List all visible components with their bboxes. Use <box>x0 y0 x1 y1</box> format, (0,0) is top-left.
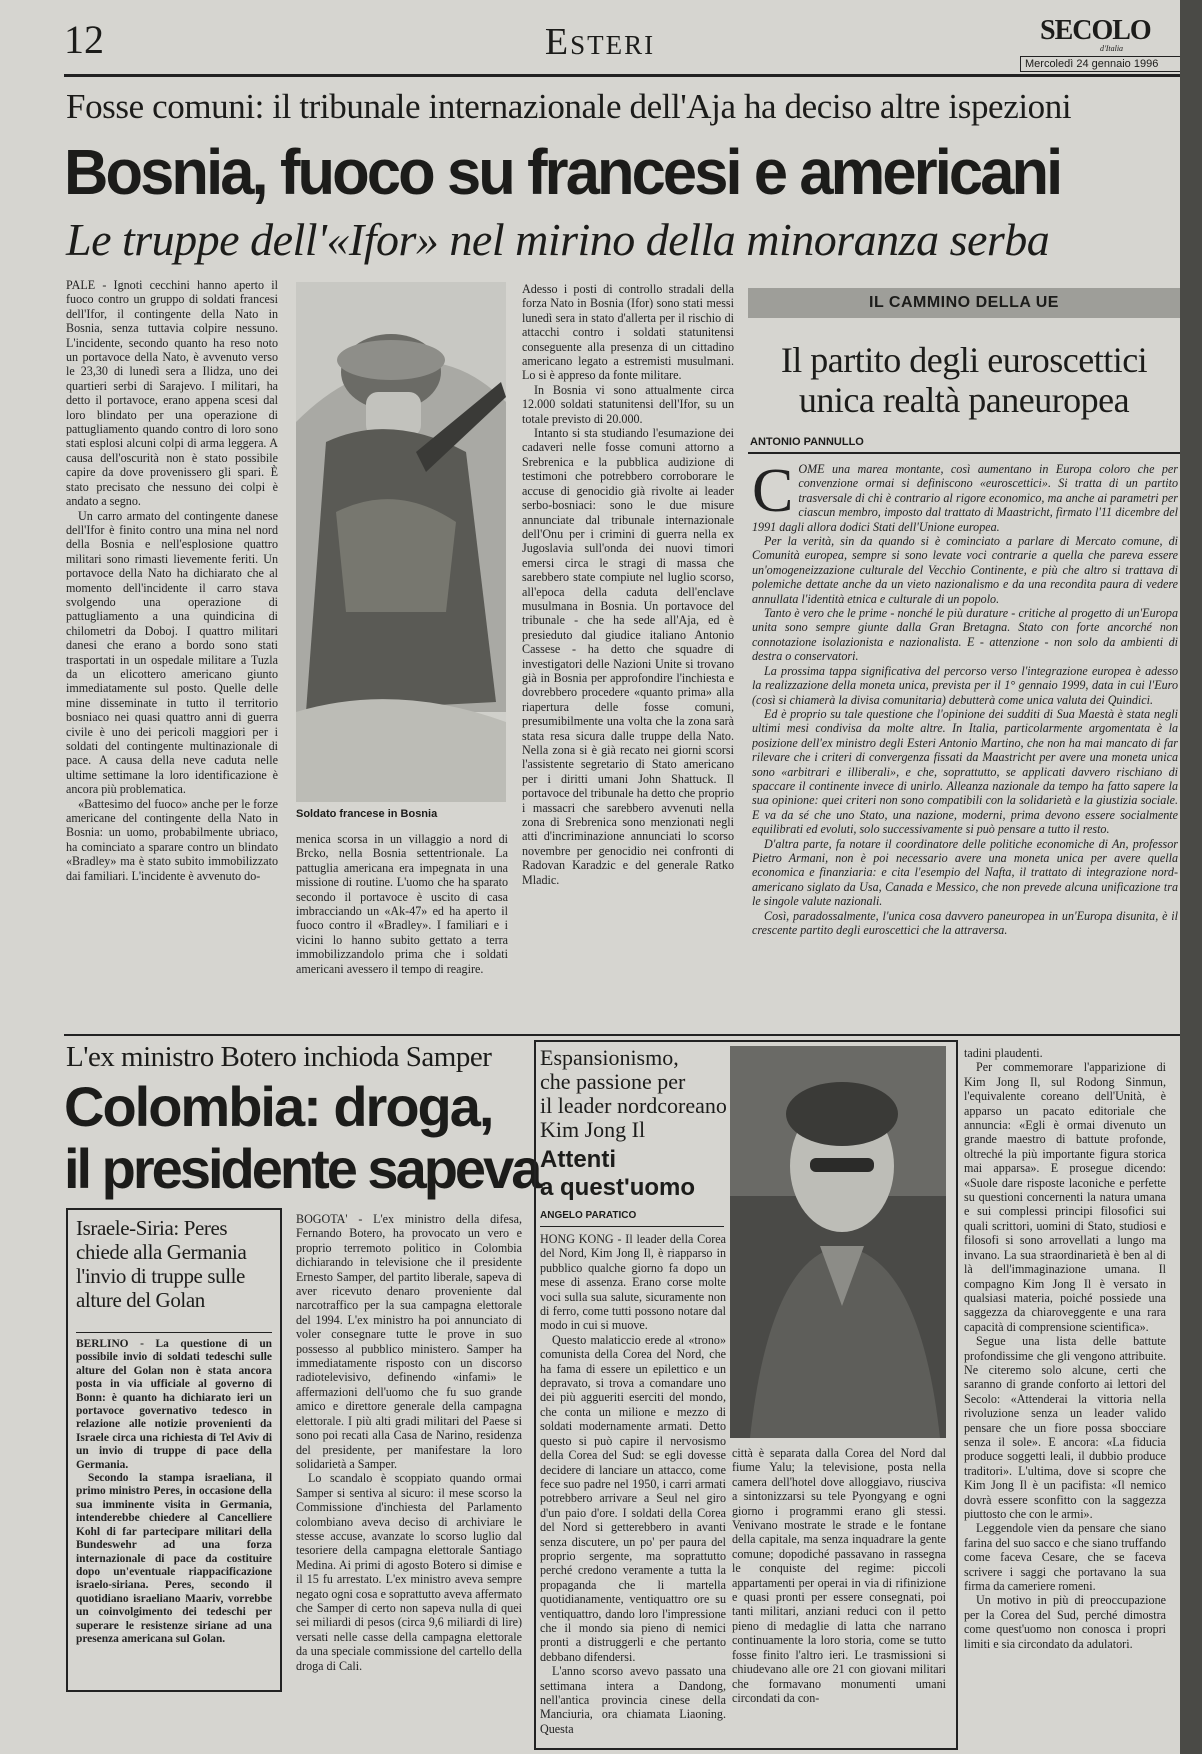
kim-article-col1 <box>540 1232 726 1742</box>
kim-col1-p2: Questo malaticcio erede al «trono» comunista della Corea del Nord, che ha fama di essere un epilettico e un depravato, si trova a comandare uno dei più aggueriti eserciti del mondo, che conta un milione e mezzo di soldati modernamente armati. Detto questo si può capire il nervosismo della Corea del Sud: se egli dovesse decidere di lanciare un attacco, come fece suo padre nel 1950, i carri armati potrebbero arrivare a Seul nel giro d'un paio d'ore. I soldati della Corea del Nord si getterebbero in avanti senza discutere, un po' per paura del proprio sergente, ma soprattutto perché credono veramente a tutta la propaganda che li martella quotidianamente, ventiquattro ore su ventiquattro, dando loro l'impressione che il mondo sia pieno di nemici pronti a distruggerli e che pertanto debbano difendersi. <box>540 1332 726 1664</box>
israele-article <box>76 1338 272 1682</box>
issue-date: Mercoledì 24 gennaio 1996 <box>1020 56 1180 72</box>
colombia-headline-1: Colombia: droga, <box>64 1075 493 1138</box>
lead-col3-p1: Adesso i posti di controllo stradali della forza Nato in Bosnia (Ifor) sono stati messi lunedì sera in stato d'allerta per il rischio di attacchi contro i soldati statunitensi conseguente alla presenza di un cittadino americano legato a estremisti musulmani. Lo si è appreso da fonte militare. <box>522 282 734 383</box>
kim-kicker-1: Espansionismo, <box>540 1045 679 1070</box>
kim-article-col3 <box>964 1046 1166 1746</box>
middle-rule <box>64 1034 1180 1036</box>
colombia-headline-2: il presidente sapeva <box>64 1137 540 1200</box>
ue-p1-text: OME una marea montante, così aumentano in Europa coloro che per convenzione ormai si definiscono «euroscettici». Si tratta di un partito trasversale di chi è contrario al rigore economico, ma anche ai parametri per ciascun membro, imposto dal trattato di Maastricht, firmato l'11 dicembre del 1991 dagli allora dodici Stati dell'Unione europea. <box>752 462 1178 534</box>
french-soldier-photo <box>296 282 506 802</box>
colombia-p2: Lo scandalo è scoppiato quando ormai Samper si sentiva al sicuro: il mese scorso la Commissione d'inchiesta del Parlamento colombiano aveva deciso di archiviare le stesse accuse, avanzate lo scorso luglio dal tesoriere della campagna elettorale Santiago Medina. Ai primi di agosto Botero si dimise e il 15 fu arrestato. L'ex ministro aveva sempre negato ogni cosa e soprattutto aveva affermato che Samper di certo non sapeva nulla di quei sei miliardi di pesos (circa 9,6 miliardi di lire) versati nelle casse della campagna elettorale da una speciale commissione del cartello della droga di Cali. <box>296 1471 522 1673</box>
kim-article-col2 <box>732 1446 946 1742</box>
kim-col2-p1: città è separata dalla Corea del Nord dal fiume Yalu; la televisione, posta nella camera dell'hotel dove alloggiavo, riusciva a sintonizzarsi su tele Pyongyang e ogni giorno i programmi erano gli stessi. Venivano mostrate le strade e le fontane della capitale, ma senza inquadrare la gente comune; dopodiché passavano in rassegna le conquiste del regime: piccoli appartamenti per operai in via di rifinizione e quasi pronti per essere consegnati, poi tanti militari, anziani reduci con il petto pieno di medaglie di latta che narrano continuamente la loro storia, come se tutto fosse finito l'altro ieri. Le trasmissioni si chiudevano alle ore 21 con giovani militari che formavano monumenti umani circondati da con- <box>732 1446 946 1705</box>
ue-byline: ANTONIO PANNULLO <box>750 436 864 448</box>
kim-headline-2: a quest'uomo <box>540 1174 696 1201</box>
masthead-rule <box>64 74 1180 77</box>
kim-kicker-3: il leader nordcoreano <box>540 1093 727 1118</box>
kim-kicker-2: che passione per <box>540 1069 686 1094</box>
photo-caption-soldier: Soldato francese in Bosnia <box>296 808 438 820</box>
colombia-kicker: L'ex ministro Botero inchioda Samper <box>66 1041 492 1073</box>
ue-byline-rule <box>748 452 1180 454</box>
israele-p1: BERLINO - La questione di un possibile invio di soldati tedeschi sulle alture del Golan non è stata ancora posta in via ufficiale al governo di Bonn: è quanto ha dichiarato ieri un portavoce governativo tedesco in relazione alle notizie provenienti da Israele circa una richiesta di Tel Aviv di un invio di truppe di pace della Germania. <box>76 1338 272 1471</box>
kim-col3-p5: Un motivo in più di preoccupazione per la Corea del Sud, perché dimostra come quest'uomo non conosca i propri limiti e sia circondato da adulatori. <box>964 1593 1166 1651</box>
kim-kicker-4: Kim Jong Il <box>540 1117 646 1142</box>
lead-article-col3 <box>522 282 734 1028</box>
newspaper-logo: SECOLO <box>1040 15 1151 46</box>
lead-subhead: Le truppe dell'«Ifor» nel mirino della minoranza serba <box>66 214 1050 265</box>
israele-p2: Secondo la stampa israeliana, il primo ministro Peres, in occasione della sua imminente visita in Germania, intenderebbe chiedere al Cancelliere Kohl di far partecipare militari della Bundeswehr ad una forza internazionale di pace da costituire dopo un'eventuale riappacificazione israelo-siriana. Peres, secondo il quotidiano israeliano Maariv, vorrebbe un coinvolgimento dei tedeschi per superare le resistenze siriane ad una presenza americana sul Golan. <box>76 1472 272 1645</box>
ue-p4: La prossima tappa significativa del percorso verso l'integrazione europea è adesso la realizzazione della moneta unica, prevista per il 1° gennaio 1999, data in cui l'Euro (così si chiamerà la divisa comunitaria) debutterà come unica valuta dei Quindici. <box>752 663 1178 707</box>
ue-p5: Ed è proprio su tale questione che l'opinione dei sudditi di Sua Maestà è stata negli ultimi mesi condivisa da molte altre. In Italia, particolarmente argomentata è la posizione dell'ex ministro degli Esteri Antonio Martino, che non ha mai mancato di far rilevare che i criteri di convergenza fissati da Maastricht per avere una moneta unica sono «arbitrari e illiberali», e che, soprattutto, se applicati davvero rischiano di spaccare il continente invece di unirlo. Alleanza nazionale da tempo ha fatto sapere la sua opinione: quei criteri non sono compatibili con la solidarietà e la giustizia sociale. E va da sé che uno Stato, una nazione, moderni, prima devono essere socialmente equilibrati ed evoluti, solo successivamente si può pensare a tutto il resto. <box>752 706 1178 837</box>
lead-article-col2 <box>296 832 508 1028</box>
kim-col3-p2: Per commemorare l'apparizione di Kim Jong Il, sul Rodong Sinmun, l'equivalente coreano dell'Unità, è apparso un pacato editoriale che annuncia: «Egli è ormai divenuto un grande maestro di battute profonde, oltreché la più importante figura storica mai apparsa». E prosegue dicendo: «Suole dare risposte laconiche e perfette su questioni concernenti la natura umana e sui complessi principi filosofici sui quali scrittori, uomini di Stato, studiosi e filosofi si sono arrovellati a lungo ma invano. La sua straordinarietà è ben al di là dell'immaginazione umana. Il compagno Kim Jong Il è versato in qualsiasi materia, poiché possiede una saggezza da chiaroveggente e una rara capacità di comprensione scientifica». <box>964 1060 1166 1334</box>
israele-headline: Israele-Siria: Peres chiede alla Germania l'invio di truppe sulle alture del Golan <box>76 1216 247 1312</box>
kim-col3-p1: tadini plaudenti. <box>964 1046 1043 1060</box>
kim-col1-p3: L'anno scorso avevo passato una settimana intera a Dandong, nell'antica provincia cinese della Manciuria, ora chiamata Liaoning. Questa <box>540 1664 726 1736</box>
ue-p3: Tanto è vero che le prime - nonché le più durature - critiche al progetto di un'Europa unita sono sempre giunte dalla Gran Bretagna. Stato con forte ancorché non connotazione isolazionista e nazionalista. E - attenzione - non solo da ambienti di destra o conservatori. <box>752 606 1178 664</box>
kim-byline: ANGELO PARATICO <box>540 1210 637 1221</box>
ue-p2: Per la verità, sin da quando si è cominciato a parlare di Mercato comune, di Comunità europea, sempre si sono levate voci contrarie a quella che pareva essere un'omogeneizzazione culturale del Vecchio Continente, e più che altro si trattava di polemiche dettate anche da un vieto nazionalismo e da una recondita paura di vedere annullata l'identità etnica e culturale di un popolo. <box>752 534 1178 606</box>
kim-byline-rule <box>540 1226 724 1227</box>
colombia-article <box>296 1212 522 1748</box>
kim-col3-p4: Leggendole vien da pensare che siano farina del suo sacco e che siano truffando come faceva Cesare, che se faceva scrivere i saggi che portavano la sua firma da cameriere romeni. <box>964 1521 1166 1594</box>
lead-kicker: Fosse comuni: il tribunale internazionale dell'Aja ha deciso altre ispezioni <box>66 87 1072 126</box>
israele-rule <box>76 1332 272 1333</box>
ue-dropcap: C <box>752 462 794 525</box>
ue-headline-1: Il partito degli euroscettici <box>780 340 1148 380</box>
colombia-p1: BOGOTA' - L'ex ministro della difesa, Fernando Botero, ha provocato un vero e proprio terremoto politico in Colombia dichiarando in televisione che il presidente Ernesto Samper, del partito liberale, sapeva di aver ricevuto denaro proveniente dal narcotraffico per la sua campagna elettorale del 1994. L'ex ministro ha poi annunciato di voler consegnare tutte le prove in suo possesso al pubblico ministero. Samper ha immediatamente risposto con un discorso radiotelevisivo, definendo «infami» le affermazioni dell'uomo che fu suo grande amico e direttore generale della campagna elettorale. I più alti gradi militari del Paese si sono poi recati alla Casa de Narino, residenza del presidente, per manifestare la loro solidarietà a Samper. <box>296 1212 522 1471</box>
lead-col1-p1: PALE - Ignoti cecchini hanno aperto il fuoco contro un gruppo di soldati francesi dell'Ifor, il contingente della Nato in Bosnia, senza tuttavia colpire nessuno. L'incidente, secondo quanto ha reso noto un portavoce della Nato, è avvenuto verso le 23,30 di lunedì sera a Ilidza, uno dei quartieri serbi di Sarajevo. I militari, ha detto il portavoce, erano appena scesi dal loro blindato per una operazione di pattugliamento quando contro di loro sono stati esplosi alcuni colpi di arma leggera. A causa dell'oscurità non è stato possibile capire da dove provenissero gli spari. È stato precisato che nessuno dei colpi è andato a segno. <box>66 278 278 509</box>
section-title: Esteri <box>544 21 656 63</box>
lead-col1-p2: Un carro armato del contingente danese dell'Ifor è finito contro una mina nel nord della Bosnia e nell'esplosione quattro militari sono rimasti lievemente feriti. Un portavoce della Nato ha dichiarato che al momento dell'incidente il carro stava svolgendo una operazione di pattugliamento a una quindicina di chilometri da Doboj. I quattro militari danesi che erano a bordo sono stati trasportati in un ospedale militare a Tuzla da un elicottero americano giunto immediatamente sul posto. Quelle delle mine disseminate in tutto il territorio bosniaco nei quasi quattro anni di guerra civile è uno dei pericoli maggiori per i soldati del contingente multinazionale di pace. A causa della neve caduta nelle ultime settimane la loro identificazione è ancora più problematica. <box>66 508 278 797</box>
kim-jong-il-photo <box>730 1046 946 1438</box>
lead-headline: Bosnia, fuoco su francesi e americani <box>64 136 1061 208</box>
ue-p7: Così, paradossalmente, l'unica cosa davvero paneuropea in un'Europa disunita, è il crescente partito degli euroscettici che la attraversa. <box>752 908 1178 937</box>
ue-headline-2: unica realtà paneuropea <box>798 380 1130 420</box>
kim-col3-p3: Segue una lista delle battute profondissime che gli vengono attribuite. Ne citeremo solo alcune, certi che saranno di grande conforto ai lettori del Secolo: «Attenderai la vittoria nella rivoluzione senza un leader valido pensare che un fiore possa sbocciare senza il sole». E ancora: «La fiducia produce soggetti leali, il dubbio produce traditori». L'ultima, dove si scopre che Kim Jong Il è un pacifista: «Il nemico dovrà essere sconfitto con la saggezza piuttosto che con le armi». <box>964 1334 1166 1521</box>
ue-p6: D'altra parte, fa notare il coordinatore delle politiche economiche di An, professor Pietro Armani, non è poi necessario avere una moneta unica per avere quella economica e finanziaria: e cita l'esempio del Nafta, il trattato di integrazione nord-americano siglato da Usa, Canada e Messico, che non prevede alcuna unificazione tra le singole valute nazionali. <box>752 836 1178 909</box>
ue-article <box>752 462 1178 1022</box>
page-number: 12 <box>64 17 104 62</box>
lead-col3-p3: Intanto si sta studiando l'esumazione dei cadaveri nelle fosse comuni attorno a Srebrenica e la pubblica audizione di testimoni che potrebbero corroborare le accuse di genocidio già rivolte ai leader serbo-bosniaci: sono le due misure annunciate dal tribunale internazionale dell'Onu per i crimini di guerra nella ex Jugoslavia sull'onda dei nuovi timori emersi circa le stragi di massa che sarebbero state compiute nel luglio scorso, all'epoca della caduta dell'enclave musulmana in Bosnia. Un portavoce del tribunale - che ha sede all'Aja, ed è presieduto dal giudice italiano Antonio Cassese - ha detto che squadre di investigatori delle Nazioni Unite si trovano già in Bosnia per approfondire l'inchiesta e dovrebbero procedere «quanto prima» alla riapertura delle fosse comuni, presumibilmente una volta che la zona sarà stata resa sicura dalle truppe della Nato. Nella zona si è già recato nei giorni scorsi l'assistente segretario di Stato americano per i diritti umani John Shattuck. Il portavoce del tribunale ha detto che proprio i massacri che sarebbero avvenuti nella zona di Srebrenica sono menzionati negli atti d'incriminazione annunciati lo scorso novembre per genocidio nei confronti di Radovan Karadzic e del generale Ratko Mladic. <box>522 426 734 887</box>
kim-headline-1: Attenti <box>540 1146 616 1173</box>
soldier-illustration <box>296 282 506 802</box>
ue-section-label: IL CAMMINO DELLA UE <box>869 294 1059 311</box>
kim-col1-p1: HONG KONG - Il leader della Corea del Nord, Kim Jong Il, è riapparso in pubblico qualche giorno fa dopo un mese di assenza. Erano corse molte voci sulla sua salute, sicuramente non di ferro, come tutti possono notare dal modo in cui si muove. <box>540 1232 726 1333</box>
lead-article-col1 <box>66 278 278 1026</box>
newspaper-logo-sub: d'Italia <box>1100 44 1124 53</box>
kim-portrait-illustration <box>730 1046 946 1438</box>
lead-col3-p2: In Bosnia vi sono attualmente circa 12.000 soldati statunitensi dell'Ifor, su un totale previsto di 20.000. <box>522 382 734 426</box>
ue-p1 <box>752 462 1178 534</box>
lead-col2-p1: menica scorsa in un villaggio a nord di Brcko, nella Bosnia settentrionale. La pattuglia americana era impegnata in una missione di routine. L'uomo che ha sparato secondo il portavoce è uscito di casa imbracciando un «Ak-47» ed ha aperto il fuoco contro il «Bradley». I familiari e i vicini lo hanno subito gettato a terra immobilizzandolo prima che i soldati americani avessero il tempo di reagire. <box>296 832 508 976</box>
lead-col1-p3: «Battesimo del fuoco» anche per le forze americane del contingente della Nato in Bosnia: un uomo, probabilmente ubriaco, ha cominciato a sparare contro un blindato «Bradley» ma è stato subito immobilizzato dai familiari. L'incidente è avvenuto do- <box>66 796 278 883</box>
